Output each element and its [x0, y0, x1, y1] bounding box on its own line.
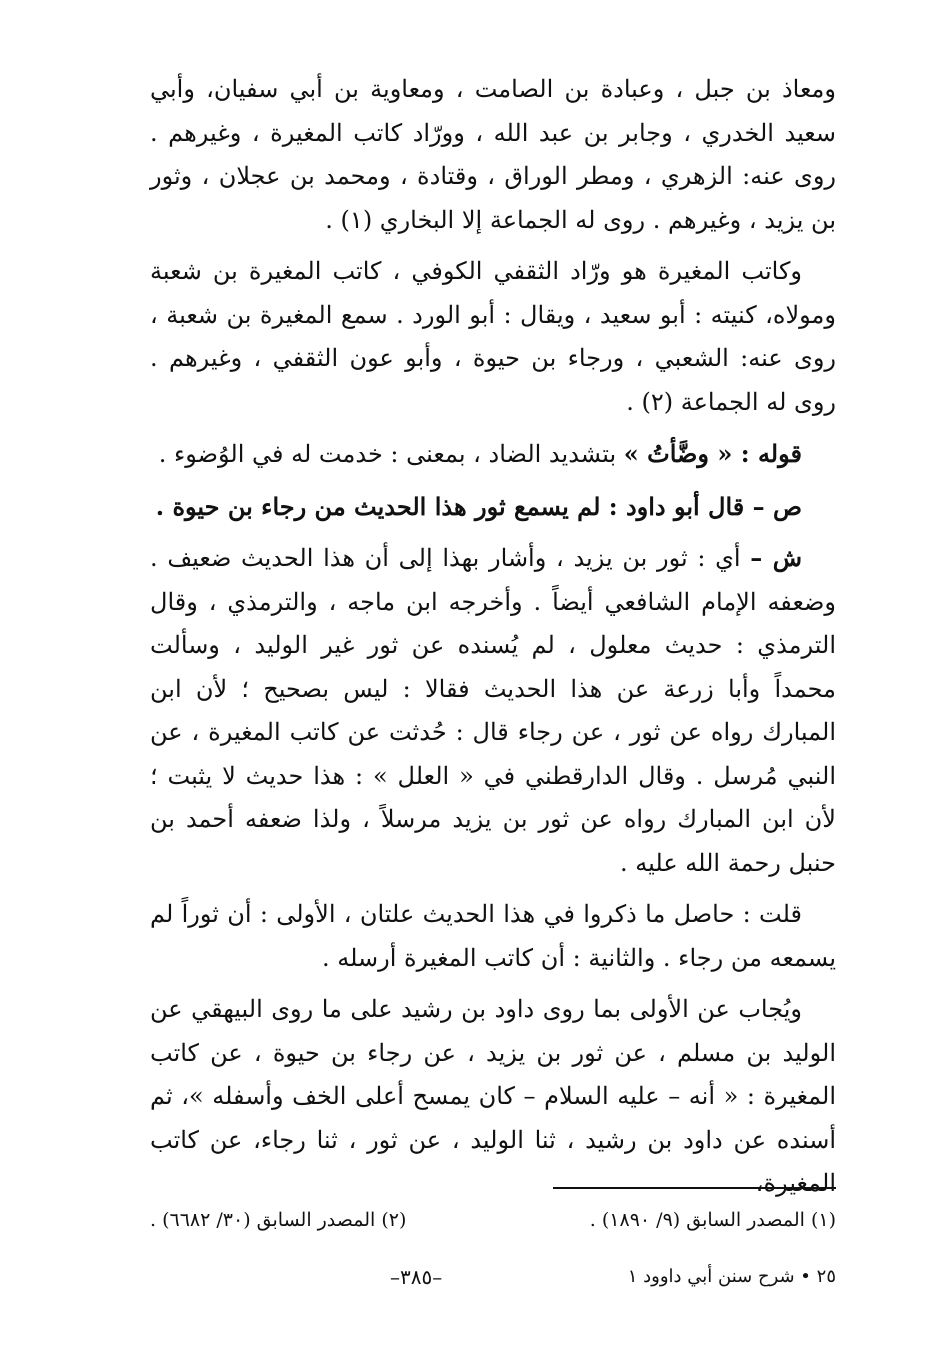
- page-body: [150, 68, 836, 1206]
- paragraph-1: ومعاذ بن جبل ، وعبادة بن الصامت ، ومعاوية بن أبي سفيان، وأبي سعيد الخدري ، وجابر بن عبد الله ، وورّاد كاتب المغيرة ، وغيرهم . روى عنه: الزهري ، ومطر الوراق ، وقتادة ، ومحمد بن عجلان ، وثور بن يزيد ، وغيرهم . روى له الجماعة إلا البخاري (١) .: [150, 75, 836, 234]
- book-signature: ٢٥ • شرح سنن أبي داوود ١: [627, 1266, 836, 1287]
- paragraph-3-lead: قوله : « وضَّأتُ »: [623, 439, 802, 468]
- footnotes: [150, 1206, 836, 1234]
- paragraph-3: [150, 432, 836, 477]
- footnote-divider: [553, 1187, 836, 1189]
- paragraph-5-lead: ش –: [750, 543, 802, 572]
- footnote-2: (٢) المصدر السابق (٣٠/ ٦٦٨٢) .: [150, 1209, 407, 1231]
- paragraph-4-text-heading: ص – قال أبو داود : لم يسمع ثور هذا الحديث من رجاء بن حيوة .: [155, 491, 802, 521]
- page-number: –٣٨٥–: [390, 1265, 443, 1289]
- paragraph-7: ويُجاب عن الأولى بما روى داود بن رشيد على ما روى البيهقي عن الوليد بن مسلم ، عن ثور بن يزيد ، عن رجاء بن حيوة ، عن كاتب المغيرة : « أنه – عليه السلام – كان يمسح أعلى الخف وأسفله »، ثم أسنده عن داود بن رشيد ، ثنا الوليد ، عن ثور ، ثنا رجاء، عن كاتب المغيرة،: [150, 995, 836, 1197]
- paragraph-5-rest: أي : ثور بن يزيد ، وأشار بهذا إلى أن هذا الحديث ضعيف . وضعفه الإمام الشافعي أيضاً . وأخرجه ابن ماجه ، والترمذي ، وقال الترمذي : حديث معلول ، لم يُسنده عن ثور غير الوليد ، وسألت محمداً وأبا زرعة عن هذا الحديث فقالا : ليس بصحيح ؛ لأن ابن المبارك رواه عن ثور ، عن رجاء قال : حُدثت عن كاتب المغيرة ، عن النبي مُرسل . وقال الدارقطني في « العلل » : هذا حديث لا يثبت ؛ لأن ابن المبارك رواه عن ثور بن يزيد مرسلاً ، ولذا ضعفه أحمد بن حنبل رحمة الله عليه .: [150, 544, 837, 877]
- paragraph-5: [150, 536, 836, 885]
- paragraph-6: قلت : حاصل ما ذكروا في هذا الحديث علتان ، الأولى : أن ثوراً لم يسمعه من رجاء . والثانية : أن كاتب المغيرة أرسله .: [150, 900, 836, 972]
- footnote-1: (١) المصدر السابق (٩/ ١٨٩٠) .: [589, 1209, 836, 1231]
- paragraph-3-rest: بتشديد الضاد ، بمعنى : خدمت له في الوُضوء .: [158, 440, 624, 468]
- paragraph-2: وكاتب المغيرة هو ورّاد الثقفي الكوفي ، كاتب المغيرة بن شعبة ومولاه، كنيته : أبو سعيد ، ويقال : أبو الورد . سمع المغيرة بن شعبة ، روى عنه: الشعبي ، ورجاء بن حيوة ، وأبو عون الثقفي ، وغيرهم . روى له الجماعة (٢) .: [150, 257, 836, 416]
